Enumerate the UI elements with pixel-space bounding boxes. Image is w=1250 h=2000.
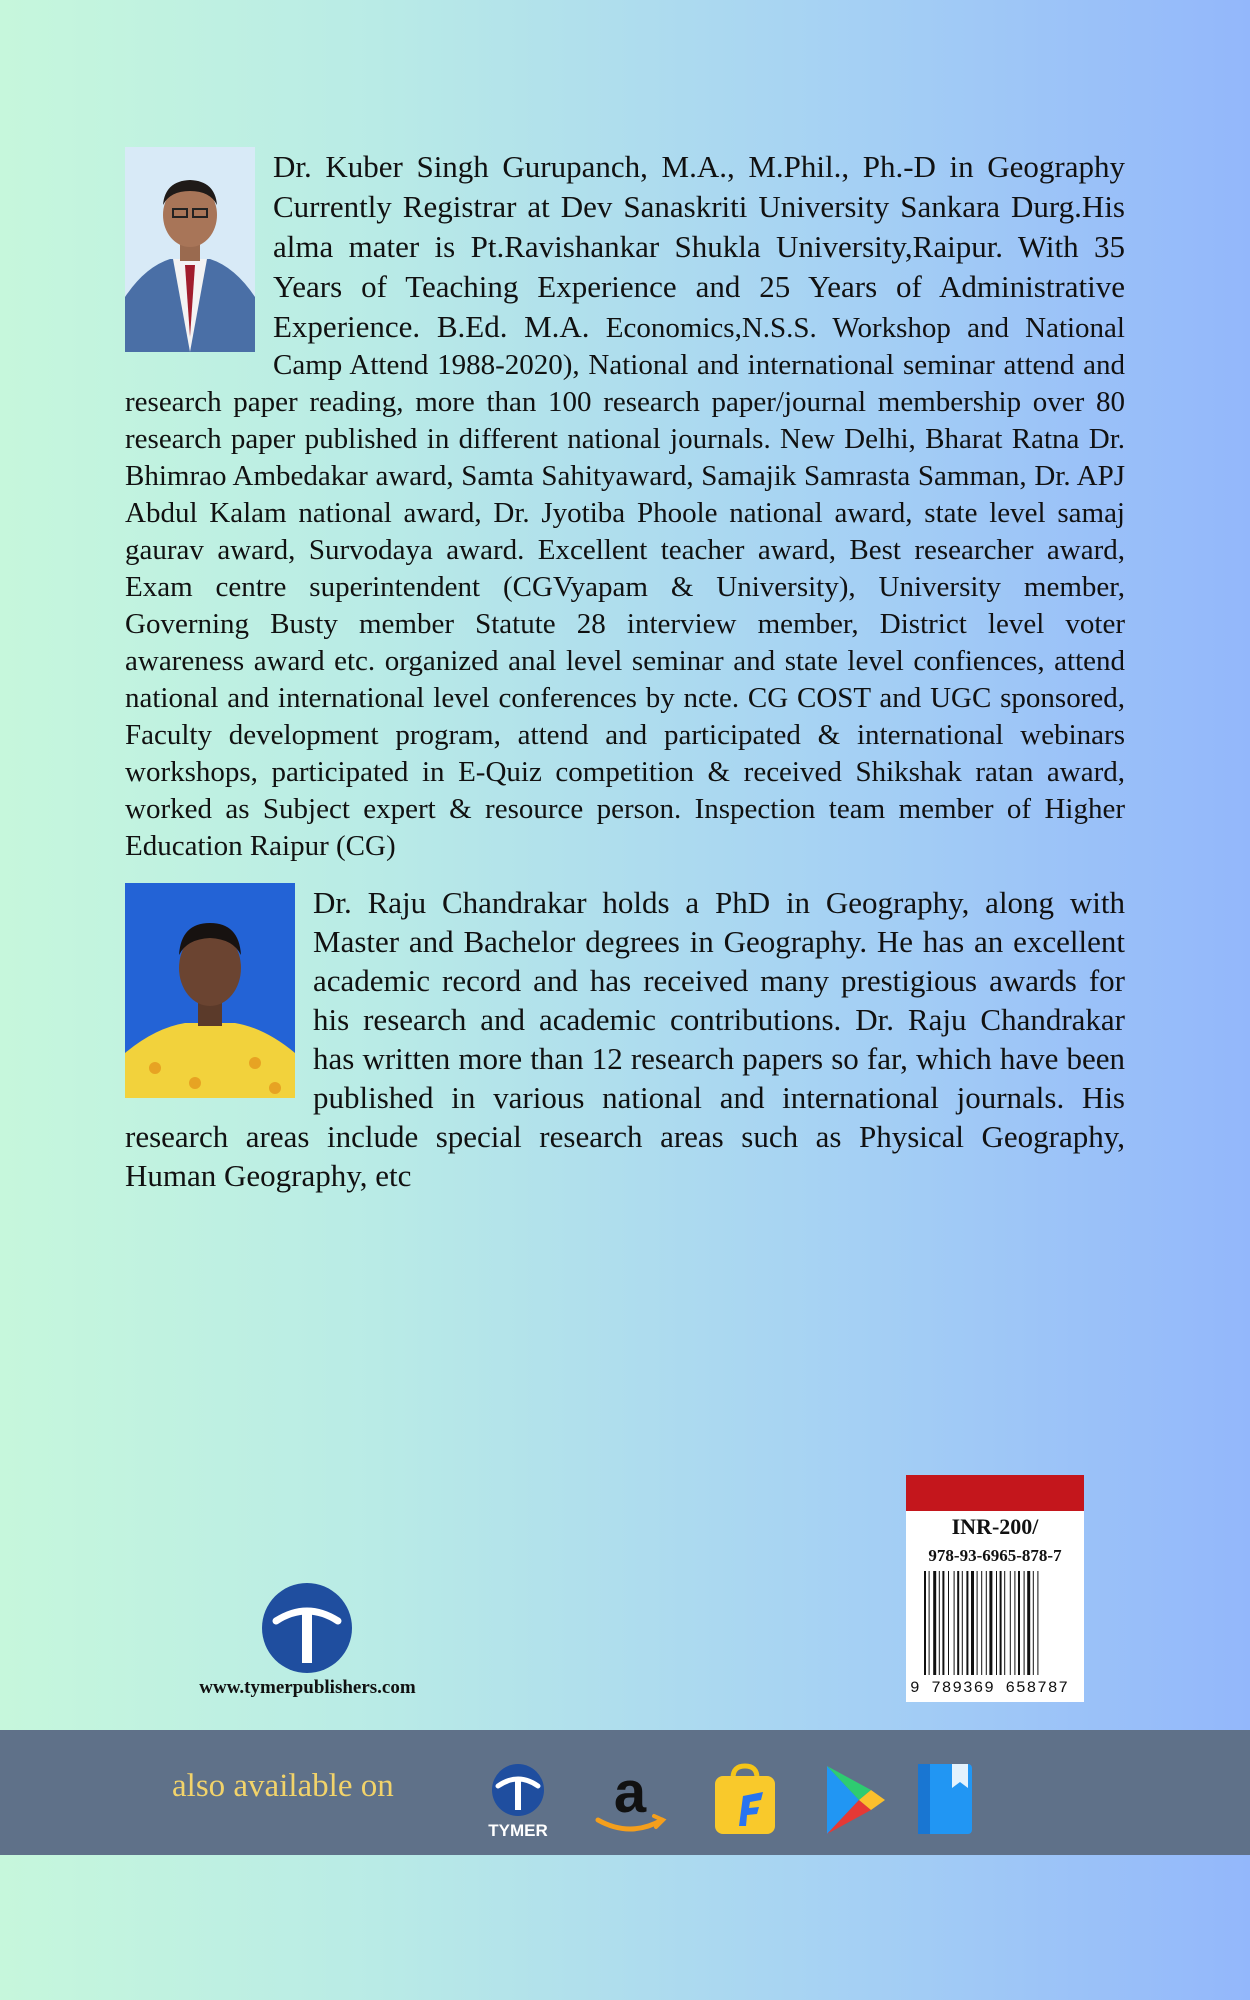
- barcode-digits: 9 789369 658787: [910, 1679, 1070, 1697]
- svg-text:a: a: [613, 1760, 647, 1825]
- google-play-logo-icon[interactable]: [815, 1760, 895, 1840]
- author-1-intro: Dr. Kuber Singh Gurupanch, M.A., M.Phil., Ph.-D in Geography Currently Registrar at Dev Sanaskriti University Sankara Durg.His alma mater is Pt.Ravishankar Shukla University,Raipur. With 35 Years of Teaching Experience and 25 Years of Administrative Experience. B.Ed. M.A.: [273, 149, 1125, 344]
- google-books-logo-icon[interactable]: [906, 1760, 986, 1840]
- author-2-text: Dr. Raju Chandrakar holds a PhD in Geography, along with Master and Bachelor degrees in Geography. He has an excellent academic record and has received many prestigious awards for his research and academic contributions. Dr. Raju Chandrakar has written more than 12 research papers so far, which have been published in various national and international journals. His research areas include special research areas such as Physical Geography, Human Geography, etc: [125, 885, 1125, 1193]
- author-bio-1: [125, 147, 1125, 865]
- flipkart-logo-icon[interactable]: [705, 1760, 785, 1840]
- availability-label: also available on: [172, 1768, 394, 1804]
- barcode-bars: [924, 1571, 1074, 1675]
- barcode-red-band: [906, 1475, 1084, 1511]
- author-1-details: Economics,N.S.S. Workshop and National Camp Attend 1988-2020), National and international seminar attend and research paper reading, more than 100 research paper/journal membership over 80 research paper published in different national journals. New Delhi, Bharat Ratna Dr. Bhimrao Ambedakar award, Samta Sahityaward, Samajik Samrasta Samman, Dr. APJ Abdul Kalam national award, Dr. Jyotiba Phoole national award, state level samaj gaurav award, Survodaya award. Excellent teacher award, Best researcher award, Exam centre superintendent (CGVyapam & University), University member, Governing Busty member Statute 28 interview member, District level voter awareness award etc. organized anal level seminar and state level confiences, attend national and international level conferences by ncte. CG COST and UGC sponsored, Faculty development program, attend and participated & international webinars workshops, participated in E-Quiz competition & received Shikshak ratan award, worked as Subject expert & resource person. Inspection team member of Higher Education Raipur (CG): [125, 312, 1125, 862]
- publisher-logo-icon: [262, 1583, 352, 1673]
- tymer-label: TYMER: [488, 1821, 548, 1840]
- author-bio-2: [125, 883, 1125, 1195]
- isbn-label: 978-93-6965-878-7: [928, 1546, 1062, 1565]
- publisher-website[interactable]: www.tymerpublishers.com: [199, 1677, 416, 1698]
- price-label: INR-200/: [951, 1514, 1039, 1539]
- author-photo-1: [125, 147, 255, 352]
- barcode-label: [906, 1475, 1084, 1702]
- amazon-logo-icon[interactable]: [590, 1760, 670, 1840]
- tymer-logo-icon[interactable]: [478, 1760, 558, 1840]
- author-photo-2: [125, 883, 295, 1098]
